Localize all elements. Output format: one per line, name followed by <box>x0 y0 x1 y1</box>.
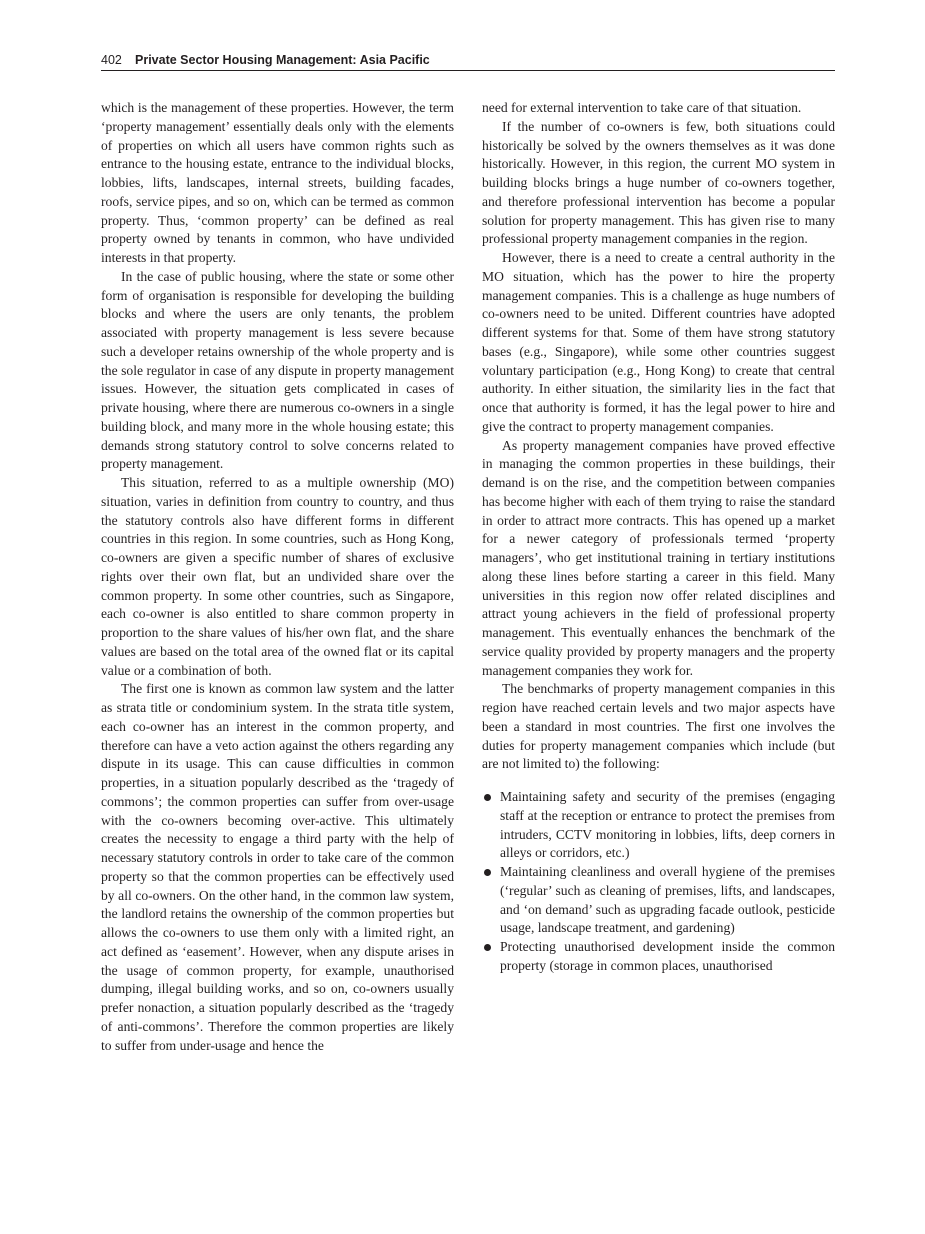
left-column <box>101 99 454 1055</box>
paragraph: If the number of co-owners is few, both situations could historically be solved by the owners themselves as it was done historically. However, in this region, the current MO system in building blocks brings a huge number of co-owners together, and therefore professional intervention has become a popular solution for property management. This has given rise to many professional property management companies in the region. <box>482 118 835 247</box>
page-number: 402 <box>101 53 122 67</box>
bullet-icon <box>484 869 491 876</box>
paragraph: In the case of public housing, where the state or some other form of organisation is responsible for developing the building blocks and where the users are only tenants, the problem associated with property management is less severe because such a developer retains ownership of the whole property and is the sole regulator in case of any dispute in property management issues. However, the situation gets complicated in cases of private housing, where there are numerous co-owners in a single building block, and many more in the whole housing estate; this demands strong statutory control to solve concerns related to property management. <box>101 268 454 472</box>
list-item <box>482 788 835 863</box>
duties-list <box>482 788 835 976</box>
paragraph: which is the management of these properties. However, the term ‘property management’ essentially deals only with the elements of properties on which all users have common rights such as entrance to the housing estate, entrance to the individual blocks, lobbies, lifts, landscapes, internal streets, building facades, roofs, service pipes, and so on, which can be termed as common property. Thus, ‘common property’ can be defined as real property owned by tenants in common, who have undivided interests in that property. <box>101 100 454 265</box>
paragraph: The benchmarks of property management companies in this region have reached certain levels and two major aspects have been a standard in most countries. The first one involves the duties for property management companies which include (but are not limited to) the following: <box>482 681 835 772</box>
right-column <box>482 99 835 976</box>
paragraph: As property management companies have proved effective in managing the common properties in these buildings, their demand is on the rise, and the competition between companies has become higher with each of them trying to raise the standard in order to attract more contracts. This has opened up a market for a newer category of professionals termed ‘property managers’, who get institutional training in tertiary institutions along these lines before starting a career in this field. Many universities in this region now offer related disciplines and attract young achievers in the field of professional property management. This eventually enhances the benchmark of the service quality provided by property managers and the property management companies they work for. <box>482 437 835 678</box>
paragraph: However, there is a need to create a central authority in the MO situation, which has the power to hire the property management companies. This is a challenge as huge numbers of co-owners need to be united. Different countries have adopted different systems for that. Some of them have strong statutory bases (e.g., Singapore), while some other countries suggest voluntary participation (e.g., Hong Kong) to create that central authority. In either situation, the similarity lies in the fact that once that authority is formed, it has the legal power to hire and give the contract to property management companies. <box>482 250 835 434</box>
list-item <box>482 863 835 938</box>
bullet-icon <box>484 794 491 801</box>
book-title: Private Sector Housing Management: Asia Pacific <box>135 53 430 67</box>
paragraph: The first one is known as common law system and the latter as strata title or condominium system. In the strata title system, each co-owner has an interest in the common property, and therefore can have a veto action against the others regarding any dispute in its usage. This can cause difficulties in common properties, in a situation popularly described as the ‘tragedy of commons’; the common properties can suffer from over-usage with the co-owners becoming over-active. This ultimately creates the necessity to engage a third party with the help of necessary statutory controls in order to take care of the common property so that the common properties can be effectively used by all co-owners. On the other hand, in the common law system, the landlord retains the ownership of the common properties but allows the co-owners to use them only with a limited right, an act defined as ‘easement’. However, when any dispute arises in the usage of common property, for example, unauthorised dumping, illegal building works, and so on, co-owners usually prefer nonaction, a situation popularly described as the ‘tragedy of anti-commons’. Therefore the common properties are likely to suffer from under-usage and hence the <box>101 681 454 1053</box>
bullet-icon <box>484 944 491 951</box>
paragraph: This situation, referred to as a multiple ownership (MO) situation, varies in definition from country to country, and thus the statutory controls also have different forms in different countries in this region. In some countries, such as Hong Kong, co-owners are given a specific number of shares of exclusive rights over their own flat, but an undivided share over the common property. In some other countries, such as Singapore, each co-owner is also entitled to share common property in proportion to the share values of his/her own flat, and the share values are based on the total area of the owned flat or its capital value or a combination of both. <box>101 475 454 678</box>
list-item-text: Maintaining safety and security of the premises (engaging staff at the reception or entrance to protect the premises from intruders, CCTV monitoring in lobbies, lifts, deep corners in alleys or corridors, etc.) <box>500 789 835 861</box>
list-item-text: Maintaining cleanliness and overall hygiene of the premises (‘regular’ such as cleaning of premises, lifts, and landscapes, and ‘on demand’ such as upgrading facade outlook, pesticide usage, landscape treatment, and gardening) <box>500 864 835 936</box>
list-item <box>482 938 835 976</box>
running-head <box>101 52 835 71</box>
list-item-text: Protecting unauthorised development inside the common property (storage in common places, unauthorised <box>500 939 835 973</box>
paragraph: need for external intervention to take care of that situation. <box>482 100 802 115</box>
